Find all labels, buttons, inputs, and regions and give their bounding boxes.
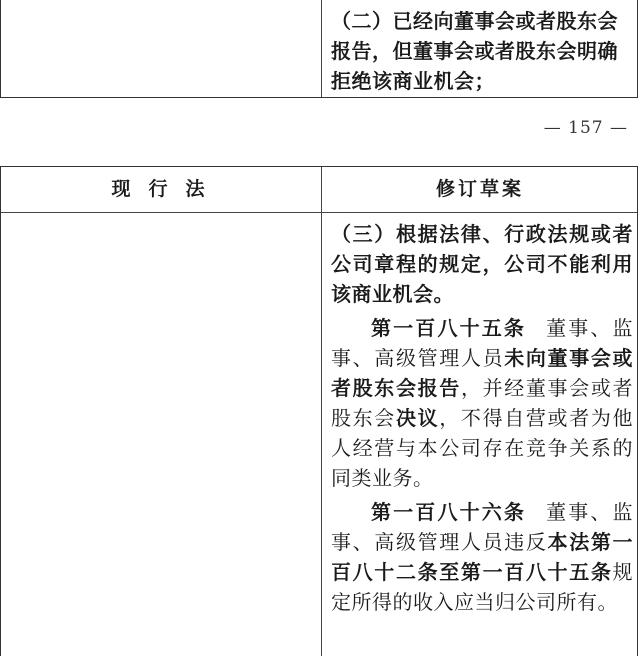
page-number: — 157 —	[543, 118, 628, 138]
article-185-text-2: ，并经董事会或者股东会	[331, 376, 634, 430]
header-current-law: 现行法	[111, 178, 223, 200]
article-186	[331, 497, 633, 617]
article-185	[331, 313, 633, 493]
article-185-bold-2: 决议	[395, 406, 440, 430]
header-revised-draft: 修订草案	[435, 178, 524, 200]
paragraph-item-three: （三）根据法律、行政法规或者公司章程的规定，公司不能利用该商业机会。	[331, 222, 633, 306]
article-186-title: 第一百八十六条	[371, 500, 527, 524]
revised-draft-column	[331, 219, 633, 621]
article-185-text-3: ，不得自营或者为他人经营与本公司存在竞争关系的同类业务。	[331, 406, 634, 490]
comparison-table	[0, 166, 638, 656]
previous-page-text: （二）已经向董事会或者股东会报告，但董事会或者股东会明确拒绝该商业机会；	[331, 9, 618, 93]
table-header-row	[1, 167, 637, 213]
article-186-bold-1: 本法第一百八十二条至第一百八十五条	[331, 530, 634, 584]
column-divider	[321, 0, 322, 97]
article-186-text-2: 规定所得的收入应当归公司所有。	[331, 560, 633, 614]
article-185-text-1: 董事、监事、高级管理人员	[331, 316, 634, 370]
column-divider	[321, 167, 322, 656]
article-185-title: 第一百八十五条	[371, 316, 527, 340]
article-186-text-1: 董事、监事、高级管理人员违反	[331, 500, 634, 554]
previous-page-table-fragment	[0, 0, 638, 98]
article-185-bold-1: 未向董事会或者股东会报告	[331, 346, 634, 400]
